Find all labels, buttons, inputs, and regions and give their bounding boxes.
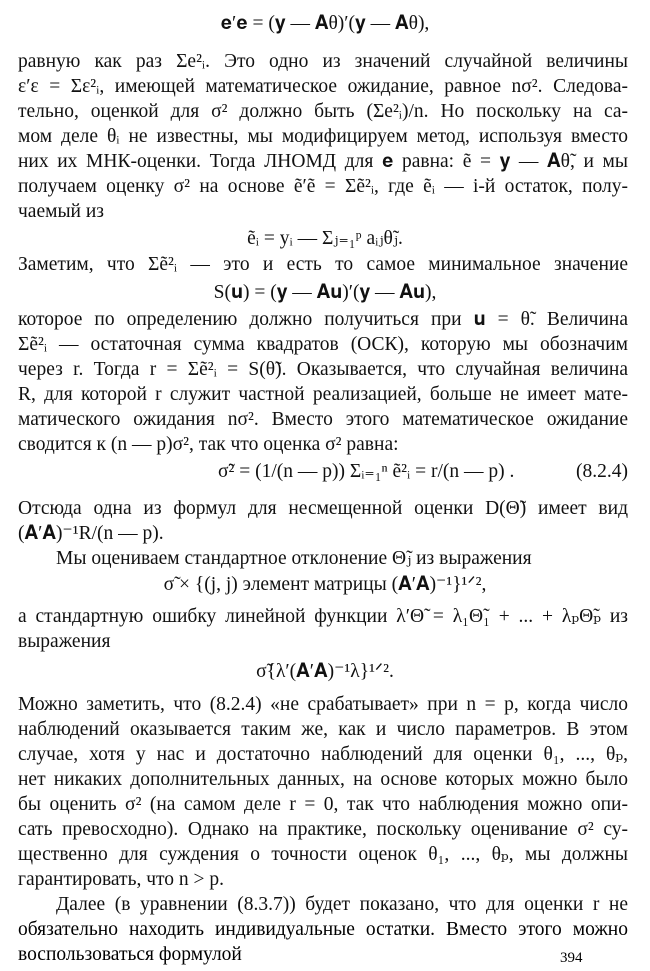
text-line: них их МНК-оценки. Тогда ЛНОМД для 𝐞 равна: ẽ = 𝐲 — 𝐀θ̃, и мы bbox=[18, 151, 628, 172]
equation-std-deviation: σ̃ × {(j, j) элемент матрицы (𝐀′𝐀)⁻¹}¹ᐟ², bbox=[163, 574, 487, 595]
text-line: наблюдений оказывается таким же, как и число параметров. В этом bbox=[18, 719, 628, 740]
text-line: мом деле θᵢ не известны, мы модифицируем метод, используя вместо bbox=[18, 126, 628, 147]
text-line: щественно для суждения о точности оценок θ₁, ..., θₚ, мы должны bbox=[18, 844, 628, 865]
text-line: матического ожидания nσ². Вместо этого математическое ожидание bbox=[18, 409, 628, 430]
text-line: через r. Тогда r = Σẽ²ᵢ = S(θ̃). Оказывается, что случайная величина bbox=[18, 359, 628, 380]
text-line: (𝐀′𝐀)⁻¹R/(n — p). bbox=[18, 523, 164, 544]
text-line: а стандартную ошибку линейной функции λ′Θ̃ = λ₁Θ̃₁ + ... + λₚΘ̃ₚ из bbox=[18, 606, 628, 627]
text-line: которое по определению должно получиться при 𝐮 = θ̃. Величина bbox=[18, 309, 628, 330]
text-line: Отсюда одна из формул для несмещенной оценки D(Θ̃) имеет вид bbox=[18, 498, 628, 519]
text-line: равную как раз Σe²ᵢ. Это одно из значений случайной величины bbox=[18, 51, 628, 72]
text-line: сводится к (n — p)σ², так что оценка σ² равна: bbox=[18, 434, 399, 455]
text-line: R, для которой r служит частной реализацией, больше не имеет мате- bbox=[18, 384, 628, 405]
equation-number: (8.2.4) bbox=[576, 461, 628, 482]
text-line: воспользоваться формулой bbox=[18, 944, 242, 965]
text-line: Мы оцениваем стандартное отклонение Θ̃ⱼ из выражения bbox=[56, 548, 532, 569]
page-number: 394 bbox=[560, 950, 583, 966]
text-line: нет никаких дополнительных данных, на основе которых можно было bbox=[18, 769, 628, 790]
equation-residual: ẽᵢ = yᵢ — Σⱼ₌₁ᵖ aᵢⱼθ̃ⱼ. bbox=[247, 228, 403, 249]
equation-variance-body: σ̃² = (1/(n — p)) Σᵢ₌₁ⁿ ẽ²ᵢ = r/(n — p) . bbox=[218, 461, 515, 482]
text-line: чаемый из bbox=[18, 201, 105, 222]
text-line: случае, хотя у нас и достаточно наблюдений для оценки θ₁, ..., θₚ, bbox=[18, 744, 628, 765]
text-line: ε′ε = Σε²ᵢ, имеющей математическое ожидание, равное nσ². Следова- bbox=[18, 76, 628, 97]
equation-std-error: σ̃{λ′(𝐀′𝐀)⁻¹λ}¹ᐟ². bbox=[256, 661, 394, 682]
text-line: сать превосходно). Однако на практике, поскольку оценивание σ² су- bbox=[18, 819, 628, 840]
text-line: бы оценить σ² (на самом деле r = 0, так что наблюдения можно опи- bbox=[18, 794, 628, 815]
text-line: тельно, оценкой для σ² должно быть (Σe²ᵢ)/n. Но поскольку на са- bbox=[18, 101, 628, 122]
text-line: обязательно находить индивидуальные остатки. Вместо этого можно bbox=[18, 919, 628, 940]
text-line: Заметим, что Σẽ²ᵢ — это и есть то самое минимальное значение bbox=[18, 254, 628, 275]
text-line: получаем оценку σ² на основе ẽ′ẽ = Σẽ²ᵢ, где ẽᵢ — i-й остаток, полу- bbox=[18, 176, 628, 197]
text-line: Σẽ²ᵢ — остаточная сумма квадратов (ОСК), которую мы обозначим bbox=[18, 334, 628, 355]
text-line: Далее (в уравнении (8.3.7)) будет показано, что для оценки r не bbox=[56, 894, 628, 915]
text-line: гарантировать, что n > p. bbox=[18, 869, 225, 890]
text-line: Можно заметить, что (8.2.4) «не срабатывает» при n = p, когда число bbox=[18, 694, 628, 715]
equation-residual-product: 𝐞′𝐞 = (𝐲 — 𝐀θ)′(𝐲 — 𝐀θ), bbox=[220, 13, 430, 34]
text-line: выражения bbox=[18, 631, 111, 652]
equation-sum-of-squares: S(𝐮) = (𝐲 — 𝐀𝐮)′(𝐲 — 𝐀𝐮), bbox=[213, 282, 437, 303]
